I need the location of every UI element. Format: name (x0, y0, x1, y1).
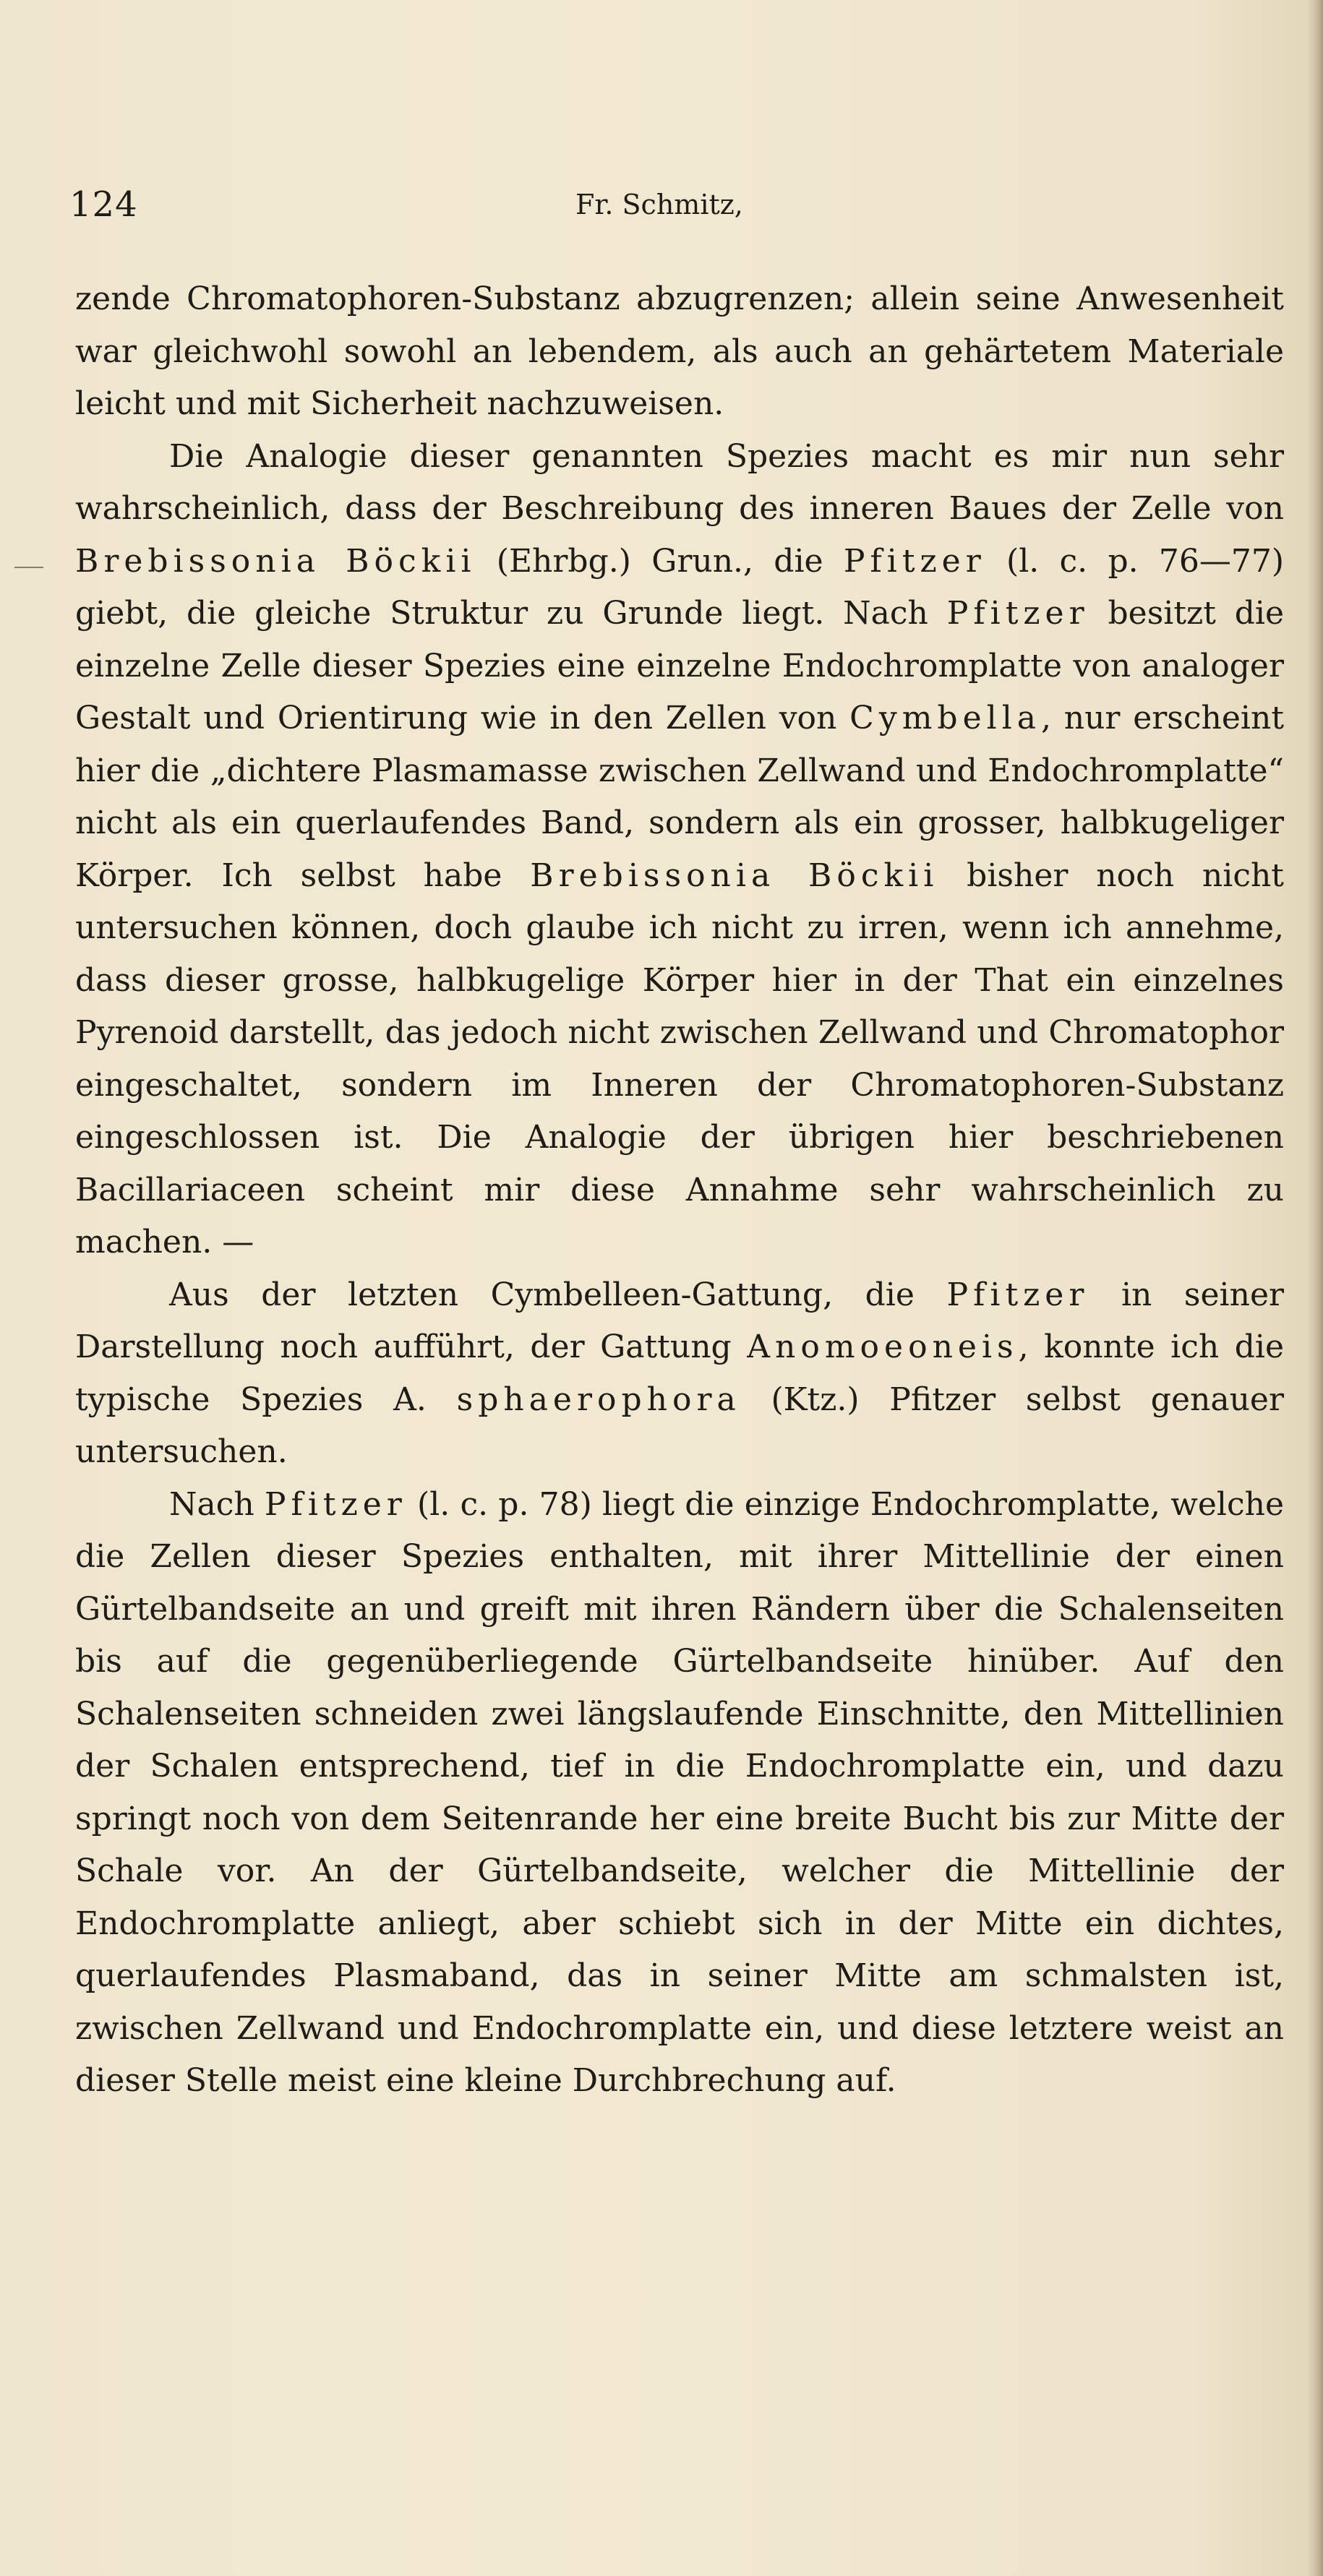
spaced-name: Brebissonia Böckii (530, 856, 939, 894)
spaced-name: Pfitzer (946, 595, 1089, 632)
running-head: Fr. Schmitz, (575, 189, 743, 220)
spaced-name: Pfitzer (946, 1276, 1089, 1313)
spaced-name: Pfitzer (843, 542, 986, 580)
spaced-name: Anomoeoneis (747, 1328, 1019, 1365)
page-header (69, 184, 1280, 228)
paragraph: Die Analogie dieser genannten Spezies macht es mir nun sehr wahrscheinlich, dass der Beschreibung des inneren Baues der Zelle von Brebissonia Böckii (Ehrbg.) Grun., die Pfitzer (l. c. p. 76—77) giebt, die gleiche Struktur zu Grunde liegt. Nach Pfitzer besitzt die einzelne Zelle dieser Spezies eine einzelne Endochromplatte von analoger Gestalt und Orientirung wie in den Zellen von Cymbella, nur erscheint hier die „dichtere Plasmamasse zwischen Zellwand und Endochromplatte“ nicht als ein querlaufendes Band, sondern als ein grosser, halbkugeliger Körper. Ich selbst habe Brebissonia Böckii bisher noch nicht untersuchen können, doch glaube ich nicht zu irren, wenn ich annehme, dass dieser grosse, halbkugelige Körper hier in der That ein einzelnes Pyrenoid darstellt, das jedoch nicht zwischen Zellwand und Chromatophor eingeschaltet, sondern im Inneren der Chromatophoren-Substanz eingeschlossen ist. Die Analogie der übrigen hier beschriebenen Bacillariaceen scheint mir diese Annahme sehr wahrscheinlich zu machen. — (75, 437, 1285, 1261)
body-text (75, 273, 1284, 2108)
spaced-name: Cymbella (849, 700, 1041, 737)
paragraph: Aus der letzten Cymbelleen-Gattung, die Pfitzer in seiner Darstellung noch aufführt, der Gattung Anomoeoneis, konnte ich die typische Spezies A. sphaerophora (Ktz.) Pfitzer selbst genauer untersuchen. (75, 1276, 1285, 1470)
page-edge-shadow (1307, 0, 1323, 2576)
spaced-name: Brebissonia Böckii (75, 542, 476, 580)
paragraph: Nach Pfitzer (l. c. p. 78) liegt die einzige Endochromplatte, welche die Zellen dieser Spezies enthalten, mit ihrer Mittellinie der einen Gürtelbandseite an und greift mit ihren Rändern über die Schalenseiten bis auf die gegenüberliegende Gürtelbandseite hinüber. Auf den Schalenseiten schneiden zwei längslaufende Einschnitte, den Mittellinien der Schalen entsprechend, tief in die Endochromplatte ein, und dazu springt noch von dem Seitenrande her eine breite Bucht bis zur Mitte der Schale vor. An der Gürtelbandseite, welcher die Mittellinie der Endochromplatte anliegt, aber schiebt sich in der Mitte ein dichtes, querlaufendes Plasmaband, das in seiner Mitte am schmalsten ist, zwischen Zellwand und Endochromplatte ein, und diese letztere weist an dieser Stelle meist eine kleine Durchbrechung auf. (75, 1485, 1285, 2099)
spaced-name: sphaerophora (456, 1381, 741, 1418)
page-number: 124 (69, 184, 138, 225)
paragraph: zende Chromatophoren-Substanz abzugrenzen; allein seine Anwesenheit war gleichwohl sowohl an lebendem, als auch an gehärtetem Materiale leicht und mit Sicherheit nachzuweisen. (75, 280, 1284, 422)
spaced-name: Pfitzer (264, 1485, 407, 1523)
margin-mark (14, 567, 43, 568)
